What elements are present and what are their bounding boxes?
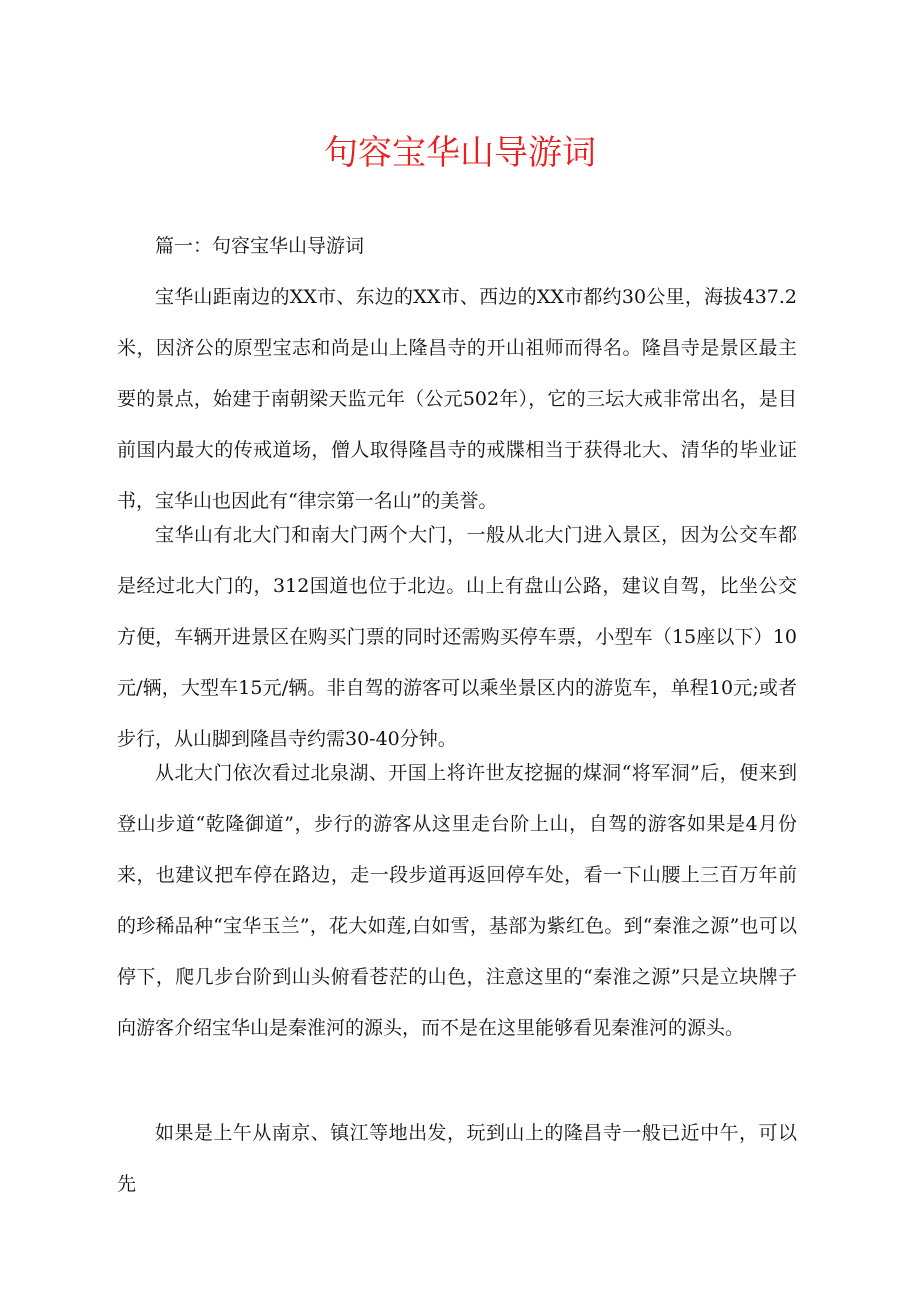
page-title: 句容宝华山导游词	[324, 133, 596, 173]
section-heading: 篇一：句容宝华山导游词	[155, 235, 365, 257]
paragraph-2: 宝华山有北大门和南大门两个大门，一般从北大门进入景区，因为公交车都是经过北大门的，312国道也位于北边。山上有盘山公路，建议自驾，比坐公交方便，车辆开进景区在购买门票的同时还需购买停车票，小型车（15座以下）10元/辆，大型车15元/辆。非自驾的游客可以乘坐景区内的游览车，单程10元;或者步行，从山脚到隆昌寺约需30-40分钟。	[117, 524, 797, 750]
paragraph-1: 宝华山距南边的XX市、东边的XX市、西边的XX市都约30公里，海拔437.2米，因济公的原型宝志和尚是山上隆昌寺的开山祖师而得名。隆昌寺是景区最主要的景点，始建于南朝梁天监元年（公元502年），它的三坛大戒非常出名，是目前国内最大的传戒道场，僧人取得隆昌寺的戒牒相当于获得北大、清华的毕业证书，宝华山也因此有“律宗第一名山”的美誉。	[117, 286, 797, 512]
paragraph-4: 如果是上午从南京、镇江等地出发，玩到山上的隆昌寺一般已近中午，可以先	[117, 1122, 797, 1195]
paragraph-3: 从北大门依次看过北泉湖、开国上将许世友挖掘的煤洞“将军洞”后，便来到登山步道“乾隆御道”，步行的游客从这里走台阶上山，自驾的游客如果是4月份来，也建议把车停在路边，走一段步道再返回停车处，看一下山腰上三百万年前的珍稀品种“宝华玉兰”，花大如莲,白如雪，基部为紫红色。到“秦淮之源”也可以停下，爬几步台阶到山头俯看苍茫的山色，注意这里的“秦淮之源”只是立块牌子向游客介绍宝华山是秦淮河的源头，而不是在这里能够看见秦淮河的源头。	[117, 762, 797, 1039]
